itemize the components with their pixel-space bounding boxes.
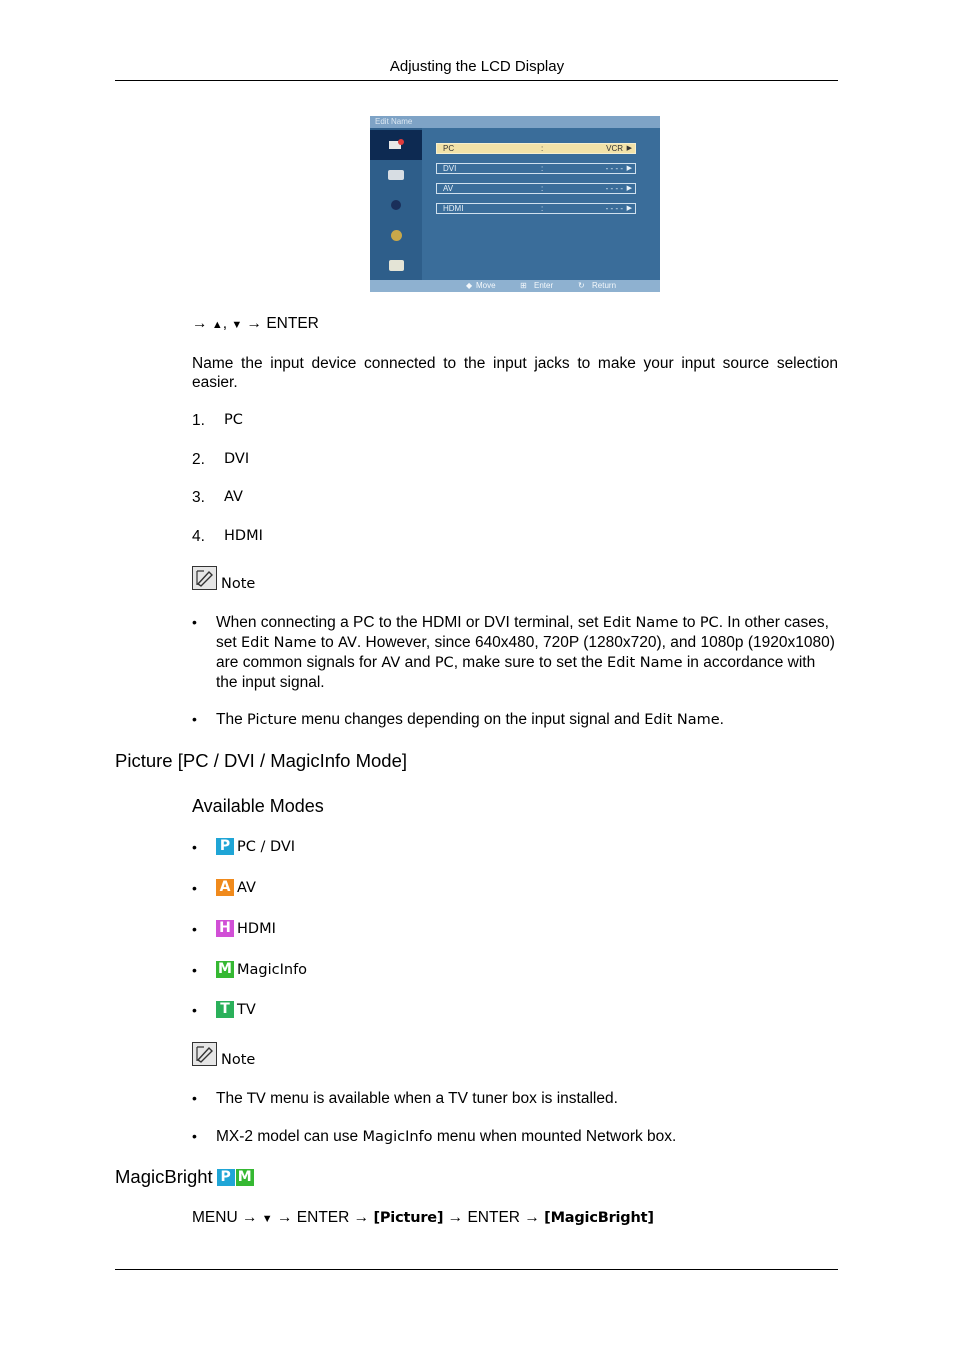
osd-setup-icon bbox=[370, 220, 422, 250]
available-modes-heading: Available Modes bbox=[192, 796, 324, 816]
osd-row-dvi: DVI : - - - - ▶ bbox=[436, 163, 636, 174]
mode-a-icon: A bbox=[216, 879, 234, 896]
up-arrow-icon: ▲ bbox=[211, 319, 223, 331]
osd-arrow-right-icon: ▶ bbox=[626, 205, 632, 212]
intro-paragraph: Name the input device connected to the input jacks to make your input source selection easier. bbox=[192, 355, 838, 391]
osd-arrow-right-icon: ▶ bbox=[626, 185, 632, 192]
osd-return-icon: ↻ bbox=[578, 281, 585, 290]
bullet: • bbox=[192, 614, 197, 630]
bullet: • bbox=[192, 839, 197, 855]
osd-sound-icon bbox=[370, 190, 422, 220]
nav-path-1: → ▲, ▼ → ENTER bbox=[192, 315, 319, 332]
mode-item-hdmi: H HDMI bbox=[216, 920, 276, 937]
osd-title: Edit Name bbox=[375, 117, 413, 126]
osd-enter-icon: ⊞ bbox=[520, 281, 527, 290]
bullet: • bbox=[192, 880, 197, 896]
osd-move-icon: ◆ bbox=[466, 281, 473, 290]
osd-row-av: AV : - - - - ▶ bbox=[436, 183, 636, 194]
bullet: • bbox=[192, 1128, 197, 1144]
note-bullet-hdmi-dvi: When connecting a PC to the HDMI or DVI terminal, set Edit Name to PC. In other cases, set Edit Name to AV. However, since 640x480, 720P (1280x720), and 1080p (1920x1080) are common signals for AV and PC, make sure to set the Edit Name in accordance with the input signal. bbox=[216, 614, 835, 691]
osd-picture-icon bbox=[370, 160, 422, 190]
mode-item-tv: T TV bbox=[216, 1001, 256, 1018]
osd-title-bar bbox=[370, 116, 660, 128]
note-label: Note bbox=[221, 1052, 256, 1068]
mode-item-magicinfo: M MagicInfo bbox=[216, 961, 307, 978]
mode-m-icon: M bbox=[236, 1169, 254, 1186]
osd-footer-move: Move bbox=[476, 281, 496, 290]
down-arrow-icon: ▼ bbox=[231, 319, 243, 331]
osd-footer-enter: Enter bbox=[534, 281, 554, 290]
list-item-label: DVI bbox=[224, 451, 250, 467]
bullet: • bbox=[192, 962, 197, 978]
mode-item-av: A AV bbox=[216, 879, 256, 896]
osd-row-pc: PC : VCR ▶ bbox=[436, 143, 636, 154]
osd-row-hdmi: HDMI : - - - - ▶ bbox=[436, 203, 636, 214]
section-heading-picture: Picture [PC / DVI / MagicInfo Mode] bbox=[115, 750, 407, 771]
osd-input-icon bbox=[370, 130, 422, 160]
note-icon bbox=[192, 1042, 217, 1068]
list-item-label: PC bbox=[224, 412, 243, 428]
note-icon bbox=[192, 566, 217, 592]
mode-t-icon: T bbox=[216, 1001, 234, 1018]
osd-arrow-right-icon: ▶ bbox=[626, 165, 632, 172]
osd-footer bbox=[370, 280, 660, 292]
osd-multi-control-icon bbox=[370, 250, 422, 280]
bullet: • bbox=[192, 711, 197, 727]
nav-path-2: MENU → ▼ → ENTER → [Picture] → ENTER → [MagicBright] bbox=[192, 1209, 654, 1226]
mode-p-icon: P bbox=[217, 1169, 235, 1186]
bullet: • bbox=[192, 921, 197, 937]
footer-rule bbox=[115, 1269, 838, 1270]
osd-sidebar bbox=[370, 128, 422, 280]
list-item-label: HDMI bbox=[224, 528, 263, 544]
bullet: • bbox=[192, 1090, 197, 1106]
note-bullet-tv: The TV menu is available when a TV tuner box is installed. bbox=[216, 1090, 618, 1107]
list-item-num: 2. bbox=[192, 451, 205, 468]
down-arrow-icon: ▼ bbox=[261, 1213, 273, 1225]
osd-edit-name-screenshot bbox=[370, 116, 660, 292]
note-label: Note bbox=[221, 576, 256, 592]
list-item-label: AV bbox=[224, 489, 243, 505]
header-rule bbox=[115, 80, 838, 81]
osd-arrow-right-icon: ▶ bbox=[626, 145, 632, 152]
bullet: • bbox=[192, 1002, 197, 1018]
list-item-num: 3. bbox=[192, 489, 205, 506]
list-item-num: 1. bbox=[192, 412, 205, 429]
note-bullet-picture-menu: The Picture menu changes depending on the input signal and Edit Name. bbox=[216, 711, 724, 728]
note-bullet-mx2: MX-2 model can use MagicInfo menu when mounted Network box. bbox=[216, 1128, 677, 1145]
page-header-title: Adjusting the LCD Display bbox=[389, 58, 565, 75]
osd-footer-return: Return bbox=[592, 281, 617, 290]
mode-p-icon: P bbox=[216, 838, 234, 855]
section-heading-magicbright: MagicBright P M bbox=[115, 1166, 254, 1188]
mode-item-pc-dvi: P PC / DVI bbox=[216, 838, 295, 855]
mode-h-icon: H bbox=[216, 920, 234, 937]
mode-m-icon: M bbox=[216, 961, 234, 978]
list-item-num: 4. bbox=[192, 528, 205, 545]
